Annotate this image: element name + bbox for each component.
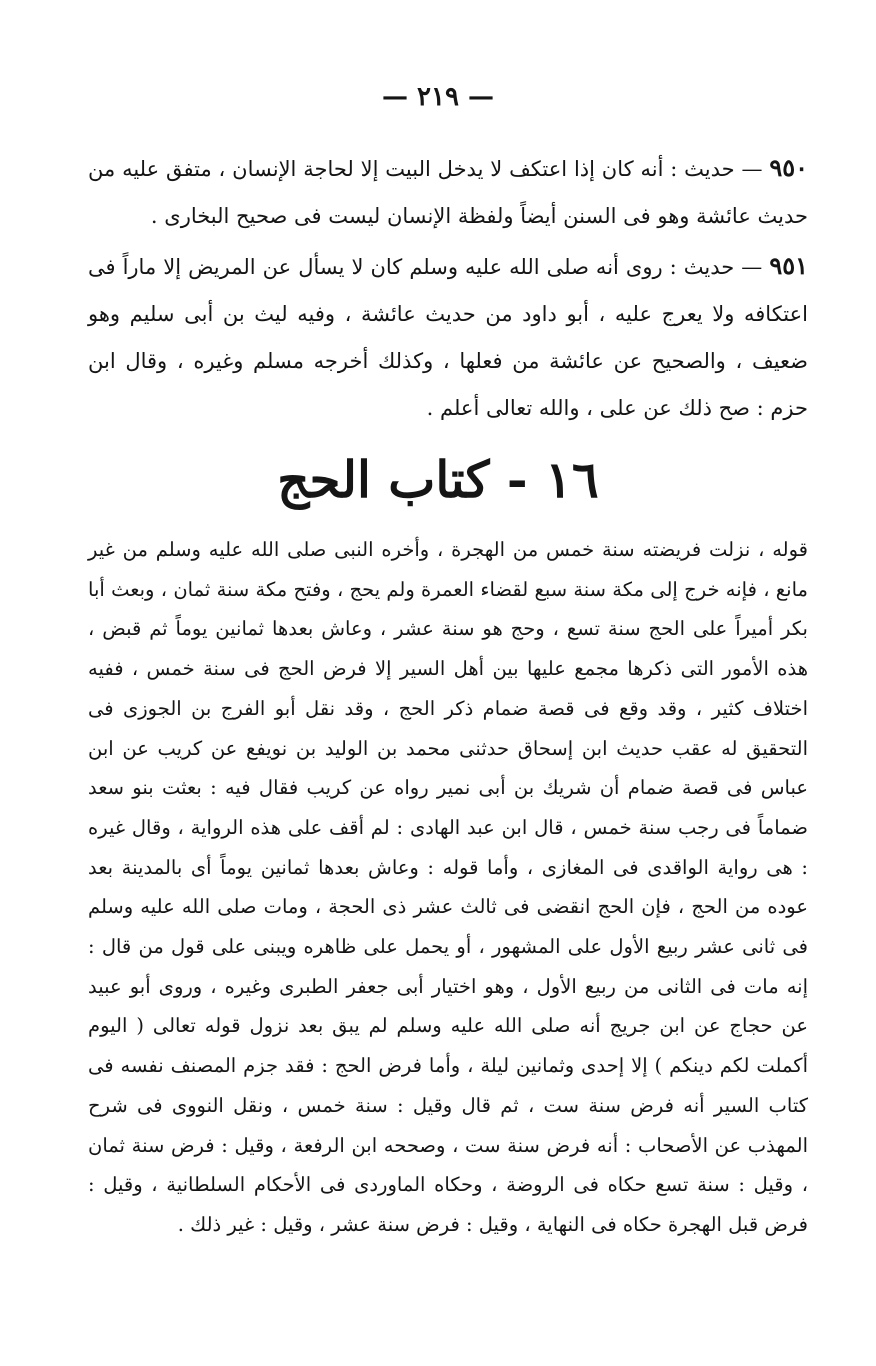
hadith-951-paragraph bbox=[88, 242, 808, 432]
hadith-950-text: — حديث : أنه كان إذا اعتكف لا يدخل البيت إلا لحاجة الإنسان ، متفق عليه من حديث عائشة وهو فى السنن أيضاً ولفظة الإنسان ليست فى صحيح البخارى . bbox=[88, 157, 808, 228]
hadith-950-number: ٩٥٠ bbox=[769, 153, 808, 182]
hadith-951-text: — حديث : روى أنه صلى الله عليه وسلم كان لا يسأل عن المريض إلا ماراً فى اعتكافه ولا يعرج عليه ، أبو داود من حديث عائشة ، وفيه ليث بن أبى سليم وهو ضعيف ، والصحيح عن عائشة من فعلها ، وكذلك أخرجه مسلم وغيره ، وقال ابن حزم : صح ذلك عن على ، والله تعالى أعلم . bbox=[88, 255, 808, 420]
chapter-title: ١٦ - كتاب الحج bbox=[277, 450, 599, 509]
hadith-951-number: ٩٥١ bbox=[769, 251, 808, 280]
chapter-body-paragraph: قوله ، نزلت فريضته سنة خمس من الهجرة ، وأخره النبى صلى الله عليه وسلم من غير مانع ، فإنه خرج إلى مكة سنة سبع لقضاء العمرة ولم يحج ، وفتح مكة سنة ثمان ، وبعث أبا بكر أميراً على الحج سنة تسع ، وحج هو سنة عشر ، وعاش بعدها ثمانين يوماً ثم قبض ، هذه الأمور التى ذكرها مجمع عليها بين أهل السير إلا فرض الحج فى سنة خمس ، ففيه اختلاف كثير ، وقد وقع فى قصة ضمام ذكر الحج ، وقد نقل أبو الفرج بن الجوزى فى التحقيق له عقب حديث ابن إسحاق حدثنى محمد بن الوليد بن نويفع عن كريب عن ابن عباس فى قصة ضمام أن شريك بن أبى نمير رواه عن كريب فقال فيه : بعثت بنو سعد ضماماً فى رجب سنة خمس ، قال ابن عبد الهادى : لم أقف على هذه الرواية ، وقال غيره : هى رواية الواقدى فى المغازى ، وأما قوله : وعاش بعدها ثمانين يوماً أى بالمدينة بعد عوده من الحج ، فإن الحج انقضى فى ثالث عشر ذى الحجة ، ومات صلى الله عليه وسلم فى ثانى عشر ربيع الأول على المشهور ، أو يحمل على ظاهره ويبنى على قول من قال : إنه مات فى الثانى من ربيع الأول ، وهو اختيار أبى جعفر الطبرى وغيره ، وروى أبو عبيد عن حجاج عن ابن جريج أنه صلى الله عليه وسلم لم يبق بعد نزول قوله تعالى ( اليوم أكملت لكم دينكم ) إلا إحدى وثمانين ليلة ، وأما فرض الحج : فقد جزم المصنف نفسه فى كتاب السير أنه فرض سنة ست ، ثم قال وقيل : سنة خمس ، ونقل النووى فى شرح المهذب عن الأصحاب : أنه فرض سنة ست ، وصححه ابن الرفعة ، وقيل : فرض سنة ثمان ، وقيل : سنة تسع حكاه فى الروضة ، وحكاه الماوردى فى الأحكام السلطانية ، وقيل : فرض قبل الهجرة حكاه فى النهاية ، وقيل : فرض سنة عشر ، وقيل : غير ذلك . bbox=[88, 538, 808, 1236]
hadith-950-paragraph bbox=[88, 144, 808, 240]
page-number: — ٢١٩ — bbox=[381, 82, 495, 112]
